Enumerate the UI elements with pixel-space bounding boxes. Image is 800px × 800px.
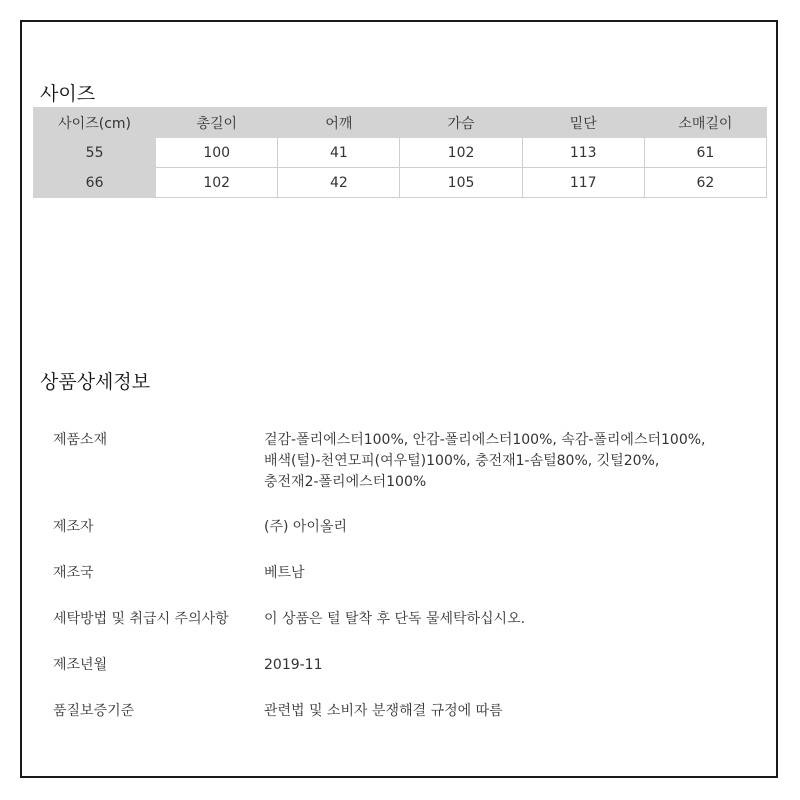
detail-section-title: 상품상세정보 [40,371,151,393]
detail-label: 제조자 [53,519,94,535]
table-cell: 102 [156,168,278,198]
table-cell: 61 [644,138,766,168]
table-cell: 117 [522,168,644,198]
table-cell: 41 [278,138,400,168]
detail-row-washing [53,609,753,630]
detail-value [264,430,753,493]
detail-label: 제품소재 [53,432,108,448]
header-chest: 가슴 [400,108,522,138]
table-row [34,138,767,168]
header-total-length: 총길이 [156,108,278,138]
table-cell: 113 [522,138,644,168]
detail-row-quality-guarantee [53,701,753,722]
size-section-title: 사이즈 [40,83,96,105]
detail-label: 세탁방법 및 취급시 주의사항 [53,611,229,627]
detail-label: 제조년월 [53,657,108,673]
detail-row-country [53,563,753,584]
detail-value: 이 상품은 털 탈착 후 단독 물세탁하십시오. [264,611,526,627]
detail-value: 관련법 및 소비자 분쟁해결 규정에 따름 [264,703,503,719]
detail-row-manufacturer [53,517,753,538]
table-cell: 102 [400,138,522,168]
detail-value: 2019-11 [264,657,323,673]
detail-label: 재조국 [53,565,94,581]
detail-value-line: 충전재2-폴리에스터100% [264,474,427,490]
detail-row-manufacture-date [53,655,753,676]
detail-value: (주) 아이올리 [264,519,347,535]
table-row [34,168,767,198]
table-cell: 100 [156,138,278,168]
row-size-label: 55 [34,138,156,168]
row-size-label: 66 [34,168,156,198]
size-table [33,107,767,198]
detail-value-line: 배색(털)-천연모피(여우털)100%, 충전재1-솜털80%, 깃털20%, [264,453,660,469]
header-hem: 밑단 [522,108,644,138]
header-sleeve-length: 소매길이 [644,108,766,138]
detail-row-material [53,430,753,493]
detail-value: 베트남 [264,565,305,581]
table-cell: 62 [644,168,766,198]
detail-value-line: 겉감-폴리에스터100%, 안감-폴리에스터100%, 속감-폴리에스터100%, [264,432,706,448]
header-shoulder: 어깨 [278,108,400,138]
detail-list [53,430,753,722]
size-table-header-row [34,108,767,138]
detail-label: 품질보증기준 [53,703,135,719]
table-cell: 105 [400,168,522,198]
table-cell: 42 [278,168,400,198]
header-size: 사이즈(cm) [34,108,156,138]
